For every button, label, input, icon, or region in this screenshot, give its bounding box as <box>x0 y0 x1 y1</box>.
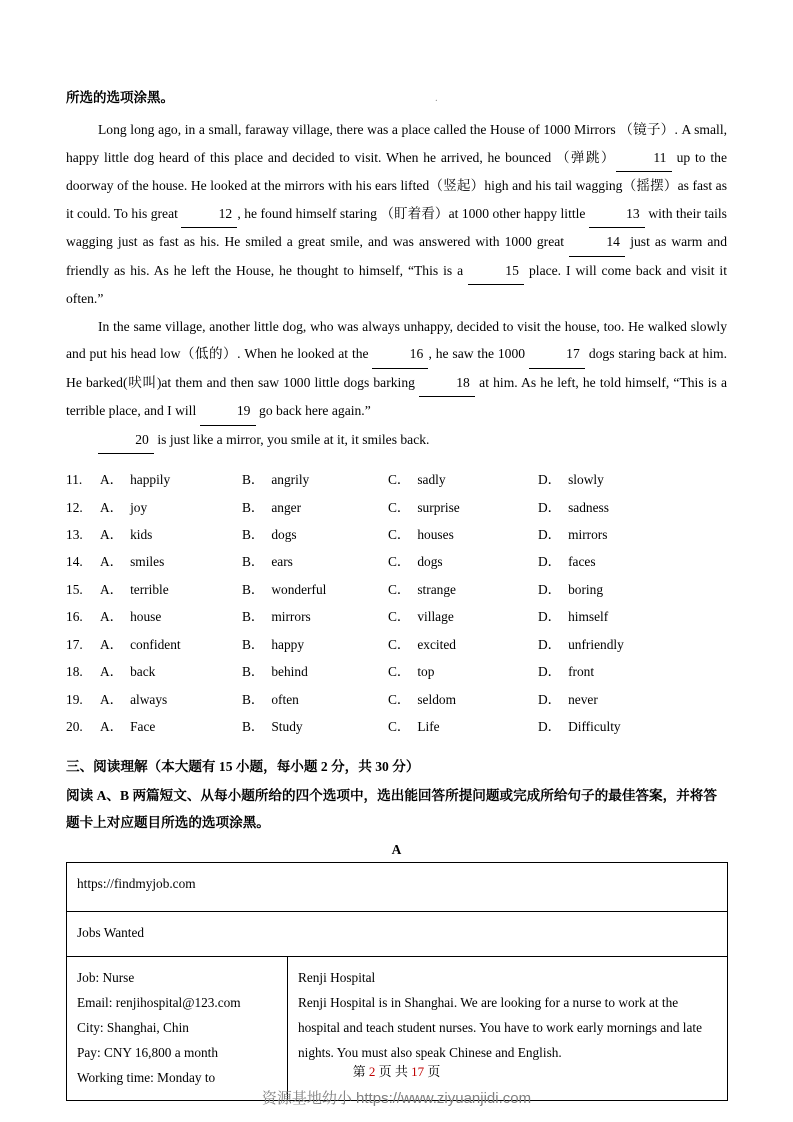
option-b[interactable] <box>242 686 388 713</box>
option-a[interactable] <box>100 494 242 521</box>
option-c[interactable] <box>388 713 538 740</box>
option-letter-a: A． <box>100 472 124 488</box>
job-line-city: City: Shanghai, Chin <box>77 1020 189 1036</box>
question-number: 16. <box>66 609 83 625</box>
option-letter-b: B． <box>242 554 265 570</box>
option-b[interactable] <box>242 494 388 521</box>
section-three-title: 三、阅读理解（本大题有 15 小题，每小题 2 分，共 30 分） <box>66 759 420 775</box>
footer-page-suffix: 页 <box>427 1064 441 1079</box>
passage-text: , he found himself staring （盯着看）at 1000 other happy little <box>237 205 589 221</box>
option-text-a: joy <box>130 499 148 515</box>
job-url-cell[interactable]: https://findmyjob.com <box>67 863 728 912</box>
option-b[interactable] <box>242 631 388 658</box>
hospital-description-text: Renji Hospital is in Shanghai. We are looking for a nurse to work at the hospital and teach student nurses. You have to work early mornings and late nights. You must also speak Chinese and English. <box>298 995 702 1061</box>
hospital-name: Renji Hospital <box>298 970 376 986</box>
footer-page-number: 2 <box>368 1064 376 1079</box>
passage-text: up to the doorway of the house. He looked at the mirrors with his ears lifted（竖起）high and his tail wagging（摇摆）as fast as it could. To his great <box>66 149 727 221</box>
passage-text: with their tails wagging just as fast as his. He smiled a great smile, and was answered with 1000 great <box>66 205 727 250</box>
passage-text: dogs staring back at him. He barked(吠叫)at them and then saw 1000 little dogs barking <box>66 346 727 390</box>
option-d[interactable] <box>538 494 688 521</box>
page-dot-mark: . <box>435 92 438 104</box>
option-a[interactable] <box>100 631 242 658</box>
question-row <box>66 631 727 658</box>
option-a[interactable] <box>100 466 242 493</box>
section-instruction-heading: 所选的选项涂黑。 <box>66 90 174 105</box>
option-d[interactable] <box>538 521 688 548</box>
option-c[interactable] <box>388 603 538 630</box>
option-text-c: Life <box>417 718 440 734</box>
passage-text: Long long ago, in a small, faraway village, there was a place called the House of 1000 Mirrors （镜子）. A small, happy little dog heard of this place and decided to visit. When he arrived, he bounced （弹跳） <box>66 122 727 165</box>
blank-14[interactable]: 14 <box>569 228 625 257</box>
question-number: 14. <box>66 554 83 570</box>
option-c[interactable] <box>388 576 538 603</box>
cloze-paragraph <box>66 426 727 455</box>
job-line-pay: Pay: CNY 16,800 a month <box>77 1045 218 1061</box>
option-letter-d: D． <box>538 499 562 515</box>
option-a[interactable] <box>100 603 242 630</box>
option-letter-d: D． <box>538 581 562 597</box>
option-d[interactable] <box>538 603 688 630</box>
option-c[interactable] <box>388 466 538 493</box>
option-text-b: behind <box>271 664 308 680</box>
blank-18[interactable]: 18 <box>419 369 475 398</box>
passage-text: In the same village, another little dog, who was always unhappy, decided to visit the house, too. He walked slowly and put his head low（低的）. When he looked at the <box>66 318 727 362</box>
cloze-options-list <box>66 466 727 740</box>
option-text-c: strange <box>417 581 456 597</box>
option-text-a: terrible <box>130 581 169 597</box>
blank-12[interactable]: 12 <box>181 200 237 229</box>
option-letter-a: A． <box>100 718 124 734</box>
blank-16[interactable]: 16 <box>372 340 428 369</box>
option-letter-d: D． <box>538 527 562 543</box>
option-letter-b: B． <box>242 636 265 652</box>
option-c[interactable] <box>388 686 538 713</box>
question-row <box>66 686 727 713</box>
question-number: 12. <box>66 499 83 515</box>
option-d[interactable] <box>538 631 688 658</box>
option-text-c: village <box>417 609 454 625</box>
option-text-d: front <box>568 664 595 680</box>
option-letter-b: B． <box>242 581 265 597</box>
option-letter-a: A． <box>100 581 124 597</box>
question-number: 11. <box>66 472 83 488</box>
option-text-c: dogs <box>417 554 443 570</box>
option-text-d: slowly <box>568 472 604 488</box>
option-b[interactable] <box>242 658 388 685</box>
cloze-passage <box>66 116 727 454</box>
option-a[interactable] <box>100 548 242 575</box>
option-d[interactable] <box>538 466 688 493</box>
option-b[interactable] <box>242 713 388 740</box>
footer-page-mid: 页 共 <box>378 1064 408 1079</box>
footer-page-prefix: 第 <box>352 1064 366 1079</box>
option-text-b: mirrors <box>271 609 311 625</box>
job-line-working-time: Working time: Monday to <box>77 1070 216 1086</box>
question-row <box>66 548 727 575</box>
option-text-d: faces <box>568 554 596 570</box>
footer-total-pages: 17 <box>411 1064 425 1079</box>
question-number: 15. <box>66 581 83 597</box>
table-row-jobs-wanted <box>67 912 728 957</box>
option-text-b: Study <box>271 718 303 734</box>
option-d[interactable] <box>538 713 688 740</box>
option-letter-c: C． <box>388 527 411 543</box>
option-d[interactable] <box>538 576 688 603</box>
option-text-c: seldom <box>417 691 457 707</box>
option-text-b: happy <box>271 636 305 652</box>
option-letter-b: B． <box>242 472 265 488</box>
option-text-b: wonderful <box>271 581 327 597</box>
option-letter-c: C． <box>388 609 411 625</box>
page-footer <box>0 1061 793 1080</box>
option-a[interactable] <box>100 658 242 685</box>
option-text-c: excited <box>417 636 456 652</box>
option-text-c: top <box>417 664 435 680</box>
option-c[interactable] <box>388 494 538 521</box>
option-d[interactable] <box>538 658 688 685</box>
option-letter-d: D． <box>538 609 562 625</box>
question-row <box>66 713 727 740</box>
question-number: 20. <box>66 718 83 734</box>
section-three-instruction: 阅读 A、B 两篇短文、从每小题所给的四个选项中，选出能回答所提问题或完成所给句子的最佳答案，并将答题卡上对应题目所选的选项涂黑。 <box>66 788 717 831</box>
question-number: 13. <box>66 527 83 543</box>
option-a[interactable] <box>100 713 242 740</box>
option-b[interactable] <box>242 521 388 548</box>
option-text-c: surprise <box>417 499 460 515</box>
option-letter-c: C． <box>388 581 411 597</box>
option-letter-a: A． <box>100 554 124 570</box>
question-row <box>66 521 727 548</box>
option-letter-c: C． <box>388 664 411 680</box>
option-text-a: Face <box>130 718 156 734</box>
option-letter-a: A． <box>100 636 124 652</box>
passage-text: just as warm and friendly as his. As he left the House, he thought to himself, “This is a <box>66 234 727 278</box>
option-text-a: kids <box>130 527 153 543</box>
option-letter-c: C． <box>388 499 411 515</box>
option-letter-a: A． <box>100 609 124 625</box>
option-text-a: always <box>130 691 168 707</box>
option-letter-c: C． <box>388 472 411 488</box>
cloze-paragraph <box>66 313 727 426</box>
option-letter-a: A． <box>100 499 124 515</box>
option-letter-c: C． <box>388 636 411 652</box>
option-c[interactable] <box>388 548 538 575</box>
question-row <box>66 658 727 685</box>
option-letter-d: D． <box>538 718 562 734</box>
option-text-b: ears <box>271 554 293 570</box>
table-row-url <box>67 863 728 912</box>
passage-text: , he saw the 1000 <box>428 346 529 362</box>
option-letter-a: A． <box>100 527 124 543</box>
option-text-b: often <box>271 691 299 707</box>
option-text-d: boring <box>568 581 604 597</box>
question-row <box>66 603 727 630</box>
blank-20[interactable]: 20 <box>98 426 154 455</box>
option-text-d: mirrors <box>568 527 608 543</box>
blank-13[interactable]: 13 <box>589 200 645 229</box>
option-b[interactable] <box>242 576 388 603</box>
blank-17[interactable]: 17 <box>529 340 585 369</box>
question-row <box>66 466 727 493</box>
option-letter-c: C． <box>388 554 411 570</box>
option-text-a: back <box>130 664 156 680</box>
question-row <box>66 494 727 521</box>
option-letter-b: B． <box>242 718 265 734</box>
option-c[interactable] <box>388 631 538 658</box>
watermark: 资源基地幼小 https://www.ziyuanjidi.com <box>261 1090 532 1107</box>
job-line-title: Job: Nurse <box>77 970 135 986</box>
option-a[interactable] <box>100 576 242 603</box>
option-letter-b: B． <box>242 691 265 707</box>
option-d[interactable] <box>538 548 688 575</box>
option-d[interactable] <box>538 686 688 713</box>
option-letter-d: D． <box>538 664 562 680</box>
option-letter-a: A． <box>100 691 124 707</box>
option-letter-b: B． <box>242 664 265 680</box>
question-number: 19. <box>66 691 83 707</box>
option-letter-c: C． <box>388 718 411 734</box>
question-number: 18. <box>66 664 83 680</box>
option-text-d: sadness <box>568 499 609 515</box>
option-b[interactable] <box>242 466 388 493</box>
option-c[interactable] <box>388 658 538 685</box>
option-text-a: happily <box>130 472 171 488</box>
option-text-a: smiles <box>130 554 165 570</box>
passage-a-label: A <box>391 842 402 858</box>
blank-15[interactable]: 15 <box>468 257 524 286</box>
option-b[interactable] <box>242 603 388 630</box>
option-text-d: himself <box>568 609 609 625</box>
option-letter-b: B． <box>242 499 265 515</box>
passage-text: go back here again.” <box>255 403 371 419</box>
option-text-b: anger <box>271 499 302 515</box>
option-letter-b: B． <box>242 609 265 625</box>
option-a[interactable] <box>100 686 242 713</box>
option-letter-b: B． <box>242 527 265 543</box>
option-letter-d: D． <box>538 554 562 570</box>
option-letter-d: D． <box>538 691 562 707</box>
option-text-c: houses <box>417 527 454 543</box>
jobs-wanted-cell: Jobs Wanted <box>67 912 728 957</box>
option-letter-d: D． <box>538 472 562 488</box>
option-c[interactable] <box>388 521 538 548</box>
option-letter-c: C． <box>388 691 411 707</box>
option-text-d: unfriendly <box>568 636 624 652</box>
option-text-d: never <box>568 691 598 707</box>
cloze-paragraph <box>66 116 727 313</box>
question-number: 17. <box>66 636 83 652</box>
option-text-a: house <box>130 609 162 625</box>
option-text-c: sadly <box>417 472 446 488</box>
passage-text: is just like a mirror, you smile at it, it smiles back. <box>154 431 430 447</box>
option-letter-d: D． <box>538 636 562 652</box>
option-text-b: dogs <box>271 527 297 543</box>
option-text-b: angrily <box>271 472 310 488</box>
option-text-a: confident <box>130 636 181 652</box>
option-b[interactable] <box>242 548 388 575</box>
option-a[interactable] <box>100 521 242 548</box>
question-row <box>66 576 727 603</box>
passage-text: place. I will come back and visit it often.” <box>66 262 727 307</box>
job-line-email: Email: renjihospital@123.com <box>77 995 241 1011</box>
option-text-d: Difficulty <box>568 718 621 734</box>
blank-11[interactable]: 11 <box>616 144 672 173</box>
passage-text: at him. As he left, he told himself, “This is a terrible place, and I will <box>66 374 727 419</box>
blank-19[interactable]: 19 <box>200 397 256 426</box>
option-letter-a: A． <box>100 664 124 680</box>
